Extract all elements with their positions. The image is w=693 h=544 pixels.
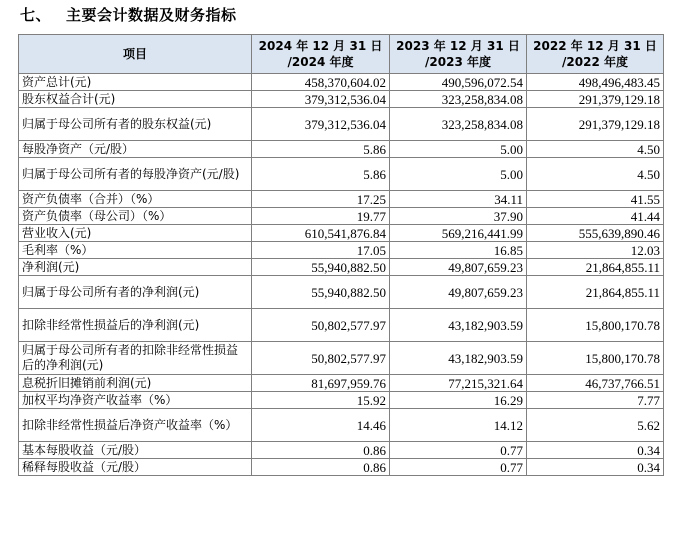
row-label: 归属于母公司所有者的扣除非经常性损益后的净利润(元) [19,342,252,375]
row-label: 毛利率（%） [19,242,252,259]
table-body [19,74,664,476]
section-number: 七、 [20,6,52,24]
row-value-2022: 15,800,170.78 [527,309,664,342]
row-value-2022: 7.77 [527,392,664,409]
row-value-2022: 5.62 [527,409,664,442]
table-row [19,74,664,91]
row-value-2023: 16.85 [390,242,527,259]
row-value-2024: 14.46 [252,409,390,442]
row-value-2024: 15.92 [252,392,390,409]
row-value-2022: 0.34 [527,459,664,476]
row-value-2023: 5.00 [390,141,527,158]
row-value-2023: 49,807,659.23 [390,276,527,309]
row-label: 营业收入(元) [19,225,252,242]
row-value-2023: 37.90 [390,208,527,225]
table-row [19,459,664,476]
row-value-2024: 458,370,604.02 [252,74,390,91]
row-value-2024: 50,802,577.97 [252,342,390,375]
header-2024-date: 2024 年 12 月 31 日 [258,39,383,53]
row-value-2024: 50,802,577.97 [252,309,390,342]
row-label: 扣除非经常性损益后的净利润(元) [19,309,252,342]
financial-indicators-table [18,34,664,476]
row-value-2023: 5.00 [390,158,527,191]
row-label: 归属于母公司所有者的净利润(元) [19,276,252,309]
table-row [19,392,664,409]
row-label: 扣除非经常性损益后净资产收益率（%） [19,409,252,442]
header-2024 [252,35,390,74]
header-2022-date: 2022 年 12 月 31 日 [533,39,657,53]
row-label: 归属于母公司所有者的股东权益(元) [19,108,252,141]
row-value-2024: 81,697,959.76 [252,375,390,392]
row-value-2024: 0.86 [252,442,390,459]
row-value-2022: 0.34 [527,442,664,459]
row-value-2024: 55,940,882.50 [252,259,390,276]
table-row [19,141,664,158]
table-row [19,442,664,459]
row-label: 净利润(元) [19,259,252,276]
row-value-2022: 12.03 [527,242,664,259]
row-value-2022: 4.50 [527,158,664,191]
table-row [19,259,664,276]
table-row [19,342,664,375]
section-heading [20,4,237,25]
header-2022 [527,35,664,74]
table-row [19,409,664,442]
row-label: 加权平均净资产收益率（%） [19,392,252,409]
table-row [19,309,664,342]
row-label: 稀释每股收益（元/股） [19,459,252,476]
row-value-2023: 490,596,072.54 [390,74,527,91]
row-label: 股东权益合计(元) [19,91,252,108]
row-label: 归属于母公司所有者的每股净资产(元/股) [19,158,252,191]
row-value-2024: 379,312,536.04 [252,91,390,108]
row-value-2023: 323,258,834.08 [390,108,527,141]
section-title: 主要会计数据及财务指标 [66,6,237,24]
row-value-2023: 49,807,659.23 [390,259,527,276]
row-value-2023: 43,182,903.59 [390,342,527,375]
row-value-2022: 41.55 [527,191,664,208]
table-row [19,91,664,108]
table-row [19,375,664,392]
row-value-2024: 379,312,536.04 [252,108,390,141]
row-value-2024: 5.86 [252,158,390,191]
row-value-2022: 291,379,129.18 [527,108,664,141]
row-label: 基本每股收益（元/股） [19,442,252,459]
row-value-2023: 77,215,321.64 [390,375,527,392]
row-value-2024: 17.05 [252,242,390,259]
row-label: 资产负债率（母公司）（%） [19,208,252,225]
row-value-2023: 14.12 [390,409,527,442]
table-row [19,191,664,208]
row-value-2023: 0.77 [390,459,527,476]
row-value-2022: 291,379,129.18 [527,91,664,108]
table-row [19,225,664,242]
row-value-2022: 21,864,855.11 [527,276,664,309]
row-value-2022: 4.50 [527,141,664,158]
row-value-2024: 19.77 [252,208,390,225]
table-row [19,158,664,191]
table-row [19,276,664,309]
row-value-2022: 555,639,890.46 [527,225,664,242]
row-value-2023: 0.77 [390,442,527,459]
row-value-2022: 41.44 [527,208,664,225]
row-value-2023: 43,182,903.59 [390,309,527,342]
row-value-2022: 21,864,855.11 [527,259,664,276]
table-row [19,108,664,141]
row-value-2024: 5.86 [252,141,390,158]
row-value-2022: 46,737,766.51 [527,375,664,392]
table-header-row [19,35,664,74]
row-label: 息税折旧摊销前利润(元) [19,375,252,392]
header-2023-period: /2023 年度 [425,55,491,69]
header-2023 [390,35,527,74]
table-row [19,208,664,225]
row-value-2023: 16.29 [390,392,527,409]
row-value-2023: 569,216,441.99 [390,225,527,242]
header-2022-period: /2022 年度 [562,55,628,69]
header-2023-date: 2023 年 12 月 31 日 [396,39,520,53]
table-row [19,242,664,259]
header-2024-period: /2024 年度 [287,55,354,69]
row-value-2023: 323,258,834.08 [390,91,527,108]
row-label: 资产负债率（合并）（%） [19,191,252,208]
row-value-2022: 15,800,170.78 [527,342,664,375]
row-value-2024: 0.86 [252,459,390,476]
row-label: 资产总计(元) [19,74,252,91]
row-label: 每股净资产（元/股） [19,141,252,158]
row-value-2024: 610,541,876.84 [252,225,390,242]
header-item: 项目 [19,35,252,74]
row-value-2022: 498,496,483.45 [527,74,664,91]
row-value-2024: 55,940,882.50 [252,276,390,309]
row-value-2024: 17.25 [252,191,390,208]
row-value-2023: 34.11 [390,191,527,208]
